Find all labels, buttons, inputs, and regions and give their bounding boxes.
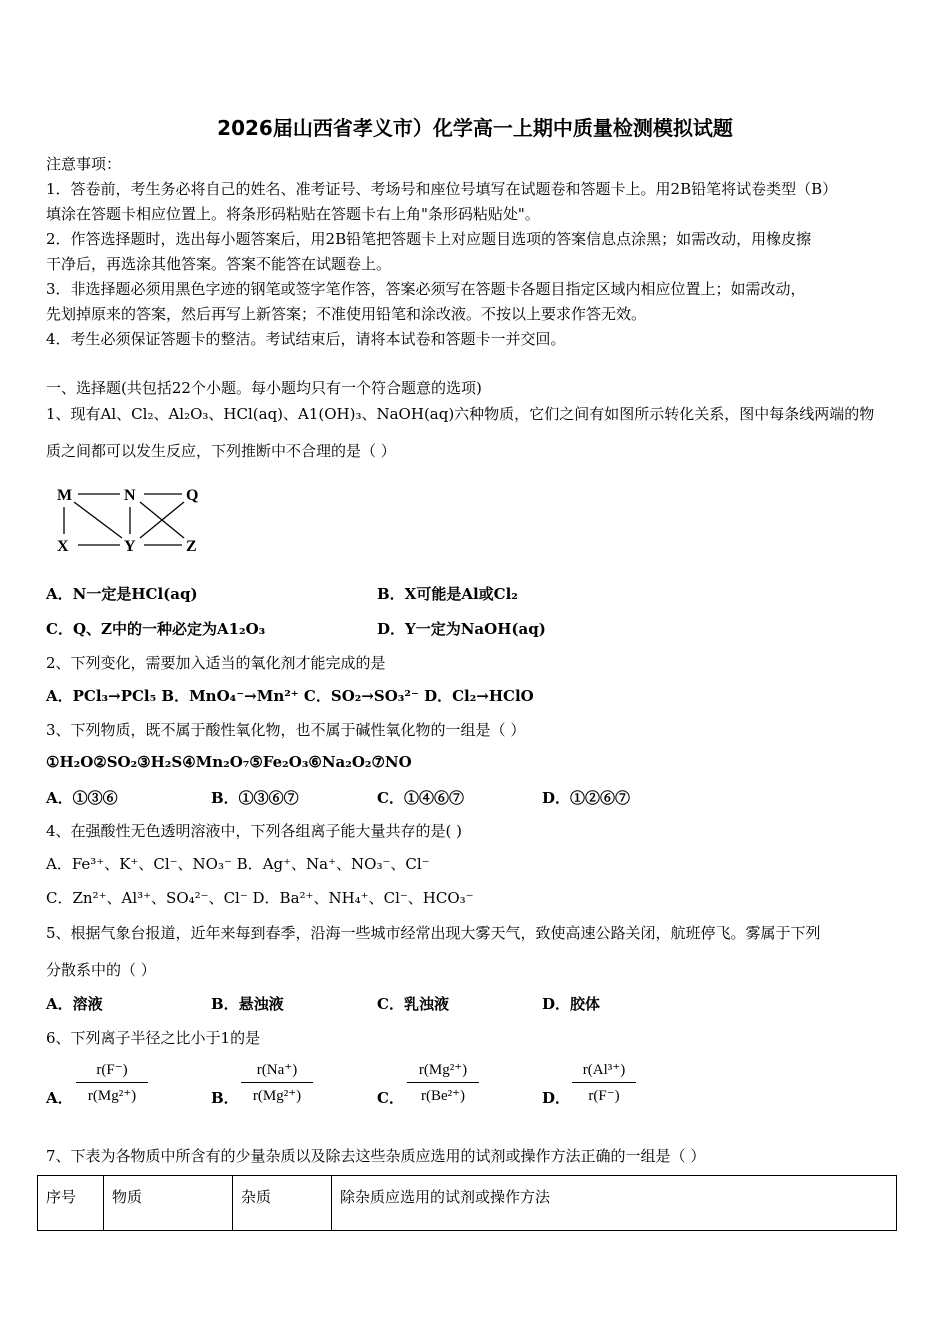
notice-line: 4．考生必须保证答题卡的整洁。考试结束后，请将本试卷和答题卡一并交回。 <box>46 330 566 348</box>
fraction-numerator: r(Na⁺) <box>256 1062 298 1078</box>
q6-option-d-fraction <box>572 1060 636 1105</box>
node-label: N <box>124 487 136 504</box>
q5-option-d: D．胶体 <box>542 995 601 1013</box>
notice-line: 干净后，再选涂其他答案。答案不能答在试题卷上。 <box>46 255 392 273</box>
fraction-denominator: r(Mg²⁺) <box>87 1088 137 1104</box>
page-title: 2026届山西省孝义市）化学高一上期中质量检测模拟试题 <box>217 116 733 140</box>
q5-option-c: C．乳浊液 <box>377 995 449 1013</box>
table-header-row <box>38 1176 897 1231</box>
fraction-denominator: r(Mg²⁺) <box>252 1088 302 1104</box>
table-header-cell: 杂质 <box>233 1176 332 1231</box>
q3-option-d: D．①②⑥⑦ <box>542 789 631 807</box>
q1-diagram <box>50 482 215 557</box>
fraction-numerator: r(Al³⁺) <box>582 1062 626 1078</box>
q6-option-label: A． <box>46 1089 73 1107</box>
node-label: Z <box>186 538 197 555</box>
q7-table <box>37 1175 897 1231</box>
node-label: Y <box>124 538 136 555</box>
q4-options-line: C．Zn²⁺、Al³⁺、SO₄²⁻、Cl⁻ D．Ba²⁺、NH₄⁺、Cl⁻、HCO₃⁻ <box>46 889 474 907</box>
q1-stem: 质之间都可以发生反应，下列推断中不合理的是（ ） <box>46 442 396 460</box>
section-heading: 一、选择题(共包括22个小题。每小题均只有一个符合题意的选项) <box>46 379 482 397</box>
q6-option-label: C． <box>377 1089 404 1107</box>
table-header-cell: 序号 <box>38 1176 104 1231</box>
q7-stem: 7、下表为各物质中所含有的少量杂质以及除去这些杂质应选用的试剂或操作方法正确的一组是（ ） <box>46 1147 706 1165</box>
node-label: M <box>57 487 73 504</box>
q1-option-a: A．N一定是HCl(aq) <box>46 585 198 603</box>
q6-option-label: D． <box>542 1089 571 1107</box>
notice-line: 1．答卷前，考生务必将自己的姓名、准考证号、考场号和座位号填写在试题卷和答题卡上。用2B铅笔将试卷类型（B） <box>46 180 838 198</box>
q4-options-line: A．Fe³⁺、K⁺、Cl⁻、NO₃⁻ B．Ag⁺、Na⁺、NO₃⁻、Cl⁻ <box>46 855 430 873</box>
table-header-cell: 除杂质应选用的试剂或操作方法 <box>332 1176 897 1231</box>
q5-stem: 5、根据气象台报道，近年来每到春季，沿海一些城市经常出现大雾天气，致使高速公路关闭，航班停飞。雾属于下列 <box>46 924 821 942</box>
q3-option-a: A．①③⑥ <box>46 789 118 807</box>
q6-option-c-fraction <box>407 1060 479 1105</box>
notice-line: 2．作答选择题时，选出每小题答案后，用2B铅笔把答题卡上对应题目选项的答案信息点涂黑；如需改动，用橡皮擦 <box>46 230 812 248</box>
q4-stem: 4、在强酸性无色透明溶液中，下列各组离子能大量共存的是( ) <box>46 822 463 840</box>
q3-items: ①H₂O②SO₂③H₂S④Mn₂O₇⑤Fe₂O₃⑥Na₂O₂⑦NO <box>46 753 412 771</box>
q6-stem: 6、下列离子半径之比小于1的是 <box>46 1029 261 1047</box>
q6-option-a-fraction <box>76 1060 148 1105</box>
node-label: X <box>57 538 69 555</box>
fraction-denominator: r(Be²⁺) <box>420 1088 466 1104</box>
q6-option-b-fraction <box>241 1060 313 1105</box>
q3-stem: 3、下列物质，既不属于酸性氧化物，也不属于碱性氧化物的一组是（ ） <box>46 721 526 739</box>
q5-option-a: A．溶液 <box>46 995 103 1013</box>
table-header-cell: 物质 <box>104 1176 233 1231</box>
notice-line: 先划掉原来的答案，然后再写上新答案；不准使用铅笔和涂改液。不按以上要求作答无效。 <box>46 305 647 323</box>
q2-stem: 2、下列变化，需要加入适当的氧化剂才能完成的是 <box>46 654 386 672</box>
fraction-numerator: r(F⁻) <box>96 1062 128 1078</box>
q1-option-d: D．Y一定为NaOH(aq) <box>377 620 546 638</box>
fraction-denominator: r(F⁻) <box>588 1088 620 1104</box>
q2-options: A．PCl₃→PCl₅ B．MnO₄⁻→Mn²⁺ C．SO₂→SO₃²⁻ D．Cl₂→HClO <box>46 687 534 705</box>
fraction-numerator: r(Mg²⁺) <box>418 1062 468 1078</box>
q1-stem: 1、现有Al、Cl₂、Al₂O₃、HCl(aq)、A1(OH)₃、NaOH(aq)六种物质，它们之间有如图所示转化关系，图中每条线两端的物 <box>46 405 875 423</box>
node-label: Q <box>186 487 199 504</box>
q1-option-c: C．Q、Z中的一种必定为A1₂O₃ <box>46 620 266 638</box>
q1-option-b: B．X可能是Al或Cl₂ <box>377 585 518 603</box>
notice-line: 填涂在答题卡相应位置上。将条形码粘贴在答题卡右上角"条形码粘贴处"。 <box>46 205 540 223</box>
q3-option-c: C．①④⑥⑦ <box>377 789 464 807</box>
q6-option-label: B． <box>211 1089 239 1107</box>
q5-option-b: B．悬浊液 <box>211 995 284 1013</box>
q5-stem: 分散系中的（ ） <box>46 961 156 979</box>
notice-line: 3．非选择题必须用黑色字迹的钢笔或签字笔作答，答案必须写在答题卡各题目指定区域内相应位置上；如需改动， <box>46 280 806 298</box>
q3-option-b: B．①③⑥⑦ <box>211 789 299 807</box>
notice-heading: 注意事项： <box>46 155 122 173</box>
